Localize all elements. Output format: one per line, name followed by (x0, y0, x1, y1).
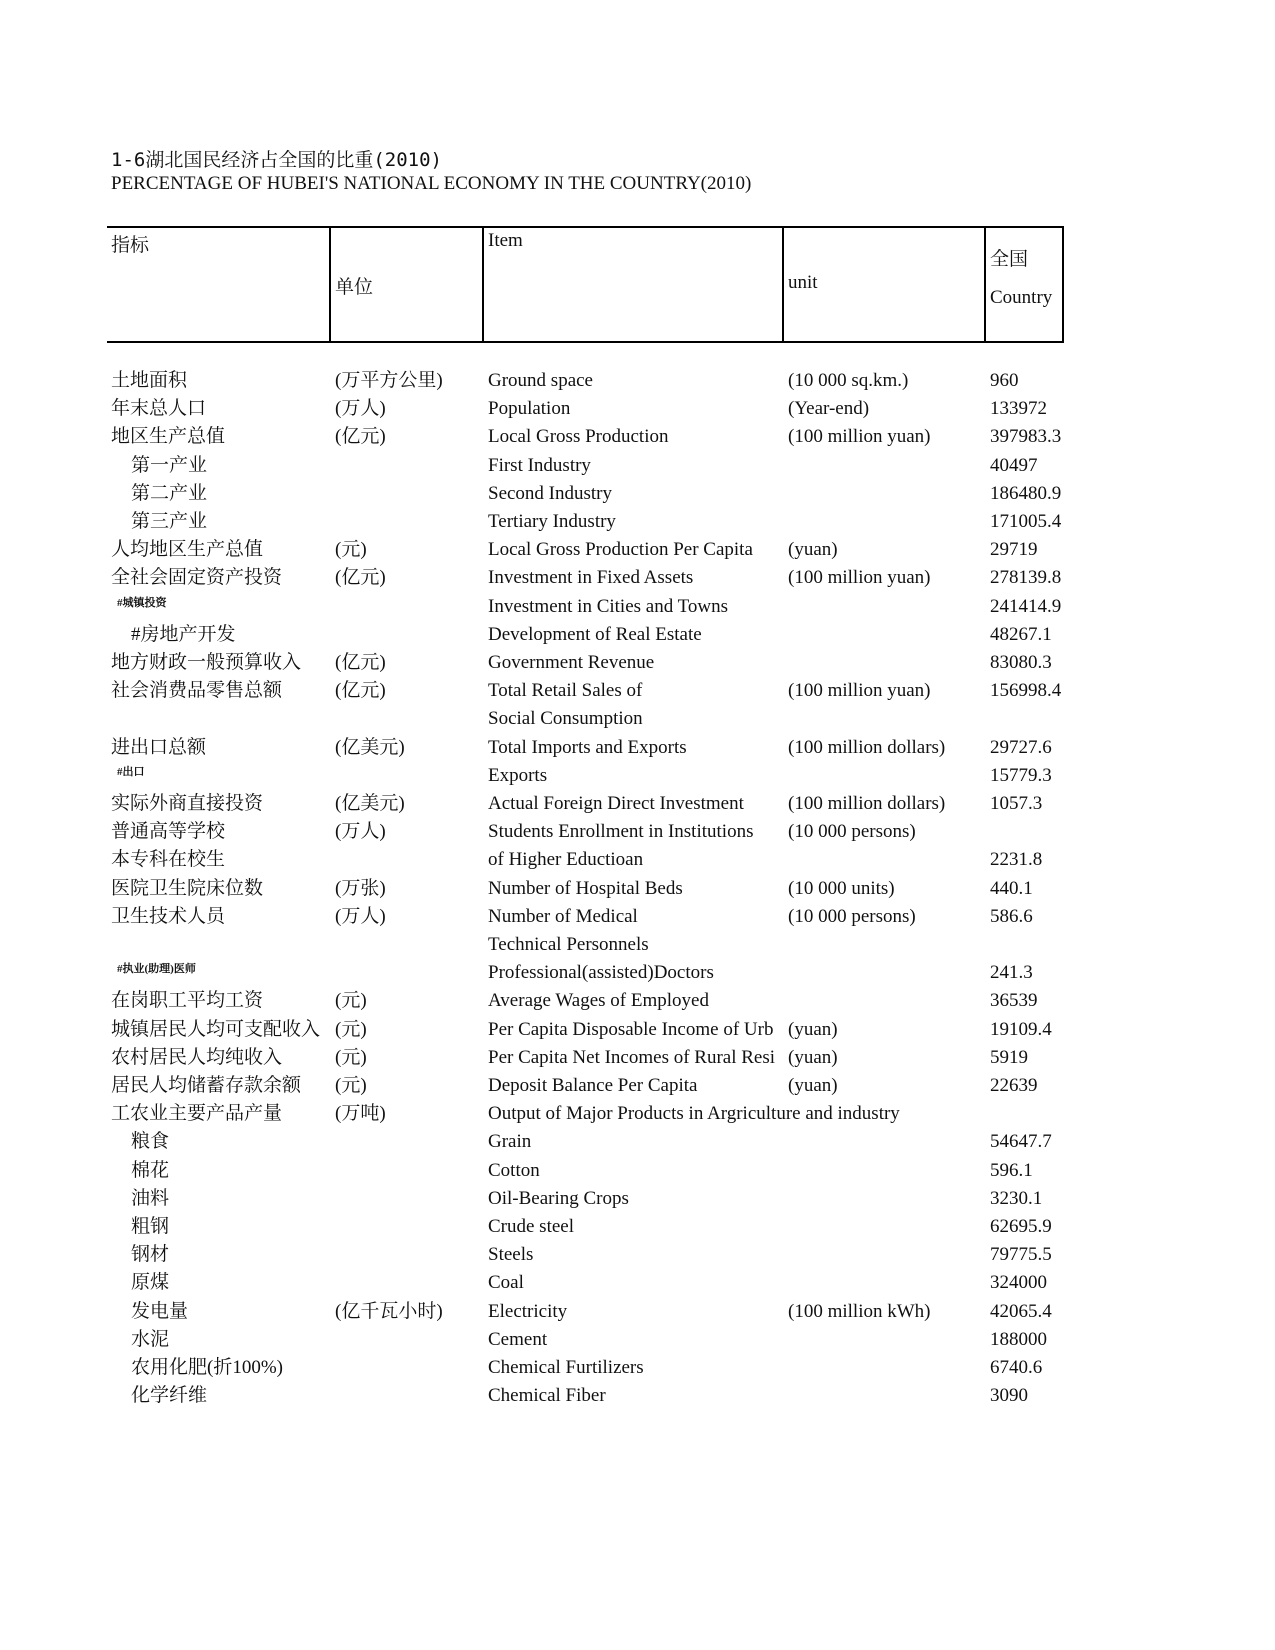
unit-en-cell: (100 million dollars) (788, 736, 946, 758)
country-value-cell: 586.6 (990, 905, 1033, 927)
unit-cn-cell: (元) (335, 990, 367, 1012)
item-cell: Chemical Furtilizers (488, 1357, 644, 1378)
table-row (0, 1382, 1275, 1410)
table-row (0, 903, 1275, 931)
table-row (0, 846, 1275, 874)
indicator-cell: 医院卫生院床位数 (111, 877, 264, 899)
country-value-cell: 278139.8 (990, 567, 1062, 589)
column-divider (482, 228, 484, 341)
unit-cn-cell: (元) (335, 1046, 367, 1068)
column-divider (984, 228, 986, 341)
item-cell: Social Consumption (488, 708, 643, 730)
item-cell: Total Imports and Exports (488, 736, 687, 758)
unit-cn-cell: (元) (335, 1018, 367, 1040)
table-row (0, 1213, 1275, 1241)
header-unit-en: unit (788, 272, 818, 293)
indicator-cell: 本专科在校生 (111, 849, 226, 871)
country-value-cell: 40497 (990, 454, 1038, 476)
indicator-cell: 全社会固定资产投资 (111, 567, 283, 589)
item-cell: Investment in Cities and Towns (488, 595, 729, 617)
header-country-cn: 全国 (990, 249, 1029, 270)
item-cell: Technical Personnels (488, 934, 649, 955)
unit-en-cell: (100 million yuan) (788, 680, 931, 702)
country-value-cell: 19109.4 (990, 1018, 1052, 1040)
table-row (0, 1354, 1275, 1382)
indicator-cell: 农用化肥(折100%) (131, 1357, 283, 1378)
unit-cn-cell: (万张) (335, 877, 386, 899)
table-row (0, 677, 1275, 705)
table-row (0, 452, 1275, 480)
item-cell: Cotton (488, 1159, 540, 1181)
title-english: PERCENTAGE OF HUBEI'S NATIONAL ECONOMY IN THE COUNTRY(2010) (111, 173, 752, 194)
indicator-cell: 卫生技术人员 (111, 905, 226, 927)
column-divider (1062, 228, 1064, 341)
table-row (0, 875, 1275, 903)
item-cell: Crude steel (488, 1216, 575, 1237)
unit-en-cell: (10 000 units) (788, 877, 895, 899)
item-cell: Students Enrollment in Institutions (488, 821, 754, 843)
table-row (0, 593, 1275, 621)
table-row (0, 1072, 1275, 1100)
unit-en-cell: (10 000 sq.km.) (788, 370, 909, 391)
header-item: Item (488, 230, 523, 251)
indicator-cell: 钢材 (131, 1244, 170, 1266)
table-row (0, 987, 1275, 1015)
indicator-cell: #出口 (117, 765, 145, 778)
column-divider (329, 228, 331, 341)
unit-cn-cell: (亿元) (335, 426, 386, 448)
country-value-cell: 186480.9 (990, 482, 1062, 504)
country-value-cell: 156998.4 (990, 680, 1062, 702)
country-value-cell: 79775.5 (990, 1244, 1052, 1266)
table-row (0, 1298, 1275, 1326)
unit-en-cell: (yuan) (788, 1018, 838, 1040)
table-row (0, 1100, 1275, 1128)
indicator-cell: 在岗职工平均工资 (111, 990, 264, 1012)
country-value-cell: 397983.3 (990, 426, 1062, 448)
item-cell: Number of Medical (488, 905, 638, 927)
indicator-cell: 第一产业 (131, 454, 208, 476)
table-row (0, 480, 1275, 508)
table-row (0, 1044, 1275, 1072)
table-row (0, 649, 1275, 677)
indicator-cell: 社会消费品零售总额 (111, 680, 283, 702)
item-cell: Local Gross Production (488, 426, 669, 448)
header-indicator: 指标 (111, 235, 150, 256)
table-row (0, 705, 1275, 733)
country-value-cell: 324000 (990, 1272, 1047, 1294)
item-cell: Investment in Fixed Assets (488, 567, 694, 589)
item-cell: Total Retail Sales of (488, 680, 643, 702)
item-cell: Oil-Bearing Crops (488, 1187, 629, 1209)
unit-cn-cell: (万人) (335, 398, 386, 420)
country-value-cell: 188000 (990, 1328, 1047, 1350)
country-value-cell: 596.1 (990, 1159, 1033, 1181)
item-cell: Chemical Fiber (488, 1385, 606, 1407)
indicator-cell: 工农业主要产品产量 (111, 1103, 283, 1125)
country-value-cell: 3090 (990, 1385, 1028, 1407)
indicator-cell: 第二产业 (131, 482, 208, 504)
country-value-cell: 2231.8 (990, 849, 1043, 871)
country-value-cell: 440.1 (990, 877, 1033, 899)
table-row (0, 959, 1275, 987)
country-value-cell: 3230.1 (990, 1187, 1043, 1209)
item-cell: Tertiary Industry (488, 511, 616, 532)
table-row (0, 1241, 1275, 1269)
unit-en-cell: (100 million yuan) (788, 567, 931, 589)
unit-en-cell: (100 million dollars) (788, 793, 946, 814)
table-row (0, 1016, 1275, 1044)
country-value-cell: 42065.4 (990, 1300, 1052, 1322)
unit-cn-cell: (万吨) (335, 1103, 386, 1125)
table-row (0, 762, 1275, 790)
indicator-cell: 地方财政一般预算收入 (111, 652, 302, 673)
country-value-cell: 241414.9 (990, 595, 1062, 617)
indicator-cell: 粗钢 (131, 1216, 170, 1237)
table-row (0, 931, 1275, 959)
table-row (0, 536, 1275, 564)
country-value-cell: 36539 (990, 990, 1038, 1012)
table-row (0, 734, 1275, 762)
unit-en-cell: (Year-end) (788, 398, 870, 420)
table-row (0, 508, 1275, 536)
unit-en-cell: (yuan) (788, 1075, 838, 1096)
unit-en-cell: (yuan) (788, 1046, 838, 1068)
item-cell: Steels (488, 1244, 534, 1266)
item-cell: Output of Major Products in Argriculture and industry (488, 1103, 900, 1125)
unit-cn-cell: (元) (335, 1075, 367, 1096)
country-value-cell: 54647.7 (990, 1131, 1052, 1153)
item-cell: Cement (488, 1328, 548, 1350)
unit-en-cell: (100 million yuan) (788, 426, 931, 448)
item-cell: Professional(assisted)Doctors (488, 962, 714, 984)
unit-en-cell: (10 000 persons) (788, 821, 916, 843)
indicator-cell: 原煤 (131, 1272, 170, 1294)
unit-cn-cell: (万人) (335, 905, 386, 927)
country-value-cell: 5919 (990, 1046, 1028, 1068)
country-value-cell: 15779.3 (990, 764, 1052, 786)
item-cell: Government Revenue (488, 652, 655, 673)
unit-en-cell: (100 million kWh) (788, 1300, 931, 1322)
country-value-cell: 48267.1 (990, 623, 1052, 645)
indicator-cell: 城镇居民人均可支配收入 (111, 1018, 321, 1040)
table-row (0, 621, 1275, 649)
table-row (0, 1326, 1275, 1354)
indicator-cell: 年末总人口 (111, 398, 207, 420)
country-value-cell: 29727.6 (990, 736, 1052, 758)
table-row (0, 395, 1275, 423)
table-row (0, 790, 1275, 818)
item-cell: Exports (488, 764, 548, 786)
unit-en-cell: (yuan) (788, 539, 838, 561)
unit-cn-cell: (亿美元) (335, 736, 405, 758)
title-chinese: 1-6湖北国民经济占全国的比重(2010) (111, 149, 442, 171)
table-row (0, 1185, 1275, 1213)
indicator-cell: 实际外商直接投资 (111, 793, 264, 814)
indicator-cell: 普通高等学校 (111, 821, 226, 843)
country-value-cell: 83080.3 (990, 652, 1052, 673)
item-cell: Grain (488, 1131, 532, 1153)
item-cell: Coal (488, 1272, 524, 1294)
item-cell: Per Capita Disposable Income of Urb (488, 1018, 774, 1040)
indicator-cell: #执业(助理)医师 (117, 963, 196, 976)
unit-cn-cell: (万人) (335, 821, 386, 843)
indicator-cell: 居民人均储蓄存款余额 (111, 1075, 302, 1096)
unit-en-cell: (10 000 persons) (788, 905, 916, 927)
item-cell: Per Capita Net Incomes of Rural Resi (488, 1046, 776, 1068)
item-cell: Development of Real Estate (488, 623, 702, 645)
item-cell: First Industry (488, 454, 591, 476)
table-row (0, 564, 1275, 592)
item-cell: Local Gross Production Per Capita (488, 539, 753, 561)
country-value-cell: 29719 (990, 539, 1038, 561)
country-value-cell: 960 (990, 370, 1019, 391)
indicator-cell: 人均地区生产总值 (111, 539, 264, 561)
indicator-cell: 油料 (131, 1187, 170, 1209)
unit-cn-cell: (元) (335, 539, 367, 561)
indicator-cell: 发电量 (131, 1300, 189, 1322)
table-row (0, 1269, 1275, 1297)
unit-cn-cell: (亿元) (335, 652, 386, 673)
indicator-cell: 土地面积 (111, 370, 188, 391)
indicator-cell: 粮食 (131, 1131, 170, 1153)
unit-cn-cell: (亿元) (335, 680, 386, 702)
country-value-cell: 171005.4 (990, 511, 1062, 532)
indicator-cell: 水泥 (131, 1328, 170, 1350)
indicator-cell: 棉花 (131, 1159, 170, 1181)
item-cell: Average Wages of Employed (488, 990, 709, 1012)
item-cell: Population (488, 398, 571, 420)
country-value-cell: 6740.6 (990, 1357, 1043, 1378)
item-cell: Deposit Balance Per Capita (488, 1075, 698, 1096)
table-row (0, 367, 1275, 395)
table-row (0, 423, 1275, 451)
unit-cn-cell: (亿美元) (335, 793, 405, 814)
country-value-cell: 133972 (990, 398, 1047, 420)
item-cell: of Higher Eductioan (488, 849, 644, 871)
table-row (0, 1157, 1275, 1185)
item-cell: Number of Hospital Beds (488, 877, 683, 899)
item-cell: Electricity (488, 1300, 568, 1322)
indicator-cell: 第三产业 (131, 511, 208, 532)
country-value-cell: 1057.3 (990, 793, 1043, 814)
country-value-cell: 241.3 (990, 962, 1033, 984)
unit-cn-cell: (万平方公里) (335, 370, 443, 391)
header-country-en: Country (990, 287, 1053, 308)
indicator-cell: #城镇投资 (117, 596, 167, 609)
table-row (0, 1128, 1275, 1156)
country-value-cell: 62695.9 (990, 1216, 1052, 1237)
indicator-cell: 进出口总额 (111, 736, 207, 758)
indicator-cell: 化学纤维 (131, 1385, 208, 1407)
unit-cn-cell: (亿元) (335, 567, 386, 589)
item-cell: Ground space (488, 370, 593, 391)
country-value-cell: 22639 (990, 1075, 1038, 1096)
indicator-cell: #房地产开发 (131, 623, 236, 645)
table-header (107, 226, 1064, 343)
table-row (0, 818, 1275, 846)
indicator-cell: 地区生产总值 (111, 426, 226, 448)
indicator-cell: 农村居民人均纯收入 (111, 1046, 283, 1068)
item-cell: Second Industry (488, 482, 613, 504)
item-cell: Actual Foreign Direct Investment (488, 793, 744, 814)
column-divider (782, 228, 784, 341)
header-unit-cn: 单位 (335, 277, 374, 298)
unit-cn-cell: (亿千瓦小时) (335, 1300, 443, 1322)
